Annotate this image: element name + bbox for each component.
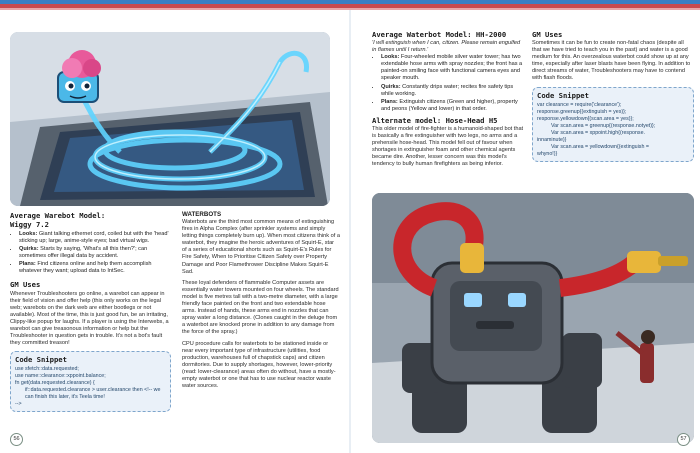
wiggy-quirks [19,246,171,260]
hh2000-quirks [381,84,524,98]
left-code-snippet [10,351,171,412]
code-line: use sfetch::data.requested; [15,366,79,373]
hh2000-list [372,54,524,113]
waterbots-p3: CPU procedure calls for waterbots to be stationed inside or near every important type of infrastructure (utilities, food production, warehouses full of chapstick caps) and citizen dormitories. Due to supply shortages, however, lower-priority (read: lower-clearance) areas often do without, have a mostly-empty waterbot or one that has to use nuclear reactor waste water sources. [182,340,336,390]
alt-model-body: This older model of fire-fighter is a humanoid-shaped bot that is basically a fire extinguisher with two legs, no arms and a prehensile hose-head. This model fell out of favour when shortages in extinguisher foam and other chemical agents became dire. Another, lesser concern was this model's tendency to bully human firefighters as being inferior. [372,125,524,168]
code-line: response.greenup{(extinguish = yes)}; [537,108,627,115]
hh2000-quote: 'I will extinguish when I can, citizen. Please remain engulfed in flames until I return.' [372,40,521,54]
wiggy-plans-label: Plans: [19,261,36,268]
waterbots-body [182,219,340,390]
waterbots-p2: These loyal defenders of flammable Computer assets are essentially water towers mounted on four wheels. The standard model is five metres tall with a two-metre diameter, with a large friendly face painted on the front and two extendable hose arms. Instead of hands, these arms end in nozzles that can spray water a long distance. (Clones caught in the deluge from a waterbot are knocked prone in addition to any damage from the force of the spray.) [182,279,339,336]
waterbots-title: WATERBOTS [182,211,222,218]
waterbot-art-svg [372,193,694,443]
wiggy-quirks-text: Starts by saying, 'What's all this then?'; can sometimes offer illegal data by accident. [19,246,148,260]
code-line: Var scan.area = greenup{(response.notyet)}; [551,122,656,129]
hh2000-looks-label: Looks: [381,54,400,61]
left-gm-uses-body: Whenever Troubleshooters go online, a warebot can appear in their field of vision and offer help (this only works on the legal web; warebots on the dark web are either bootlegs or not available). Most of the time, this is just good fun, be an irritating, Clippy-like popup for laughs. If a player is using the Interwebs, a warebot can give treasonous information or help but the Troubleshooter in question gets in trouble. It's not a bot's fault they committed treason! [10,290,169,347]
hh2000-quirks-label: Quirks: [381,83,401,90]
code-line: innaminute)} [537,136,567,143]
alt-model-title: Alternate model: Hose-Head H5 [372,115,498,125]
wiggy-looks-label: Looks: [19,231,38,237]
code-line: fn get(data.requested.clearance) { [15,380,95,387]
page-number-right: 57 [677,433,690,446]
hh2000-section [372,30,524,169]
right-gm-uses-body: Sometimes it can be fun to create non-fatal chaos (despite all that we have tried to teach you in the past) and water is a good medium for this. An overzealous waterbot could show up at any time, especially after laser blasts have been flying. In addition to direct streams of water, Troubleshooters may have to contend with flash floods. [532,40,691,82]
code-line: --> [15,401,22,408]
wiggy-section [10,211,171,412]
hh2000-quirks-text: Constantly drips water; recites fire safety tips while working. [381,83,514,97]
page-gutter [349,10,351,453]
code-line: Var scan.area = yellowdown{(extinguish = [551,143,649,150]
hh2000-plans-label: Plans: [381,98,398,105]
wiggy-plans-text: Find citizens online and help them accomplish whatever they want; upload data to IntSec. [19,261,152,275]
hh2000-plans [381,99,524,113]
waterbots-p1: Waterbots are the third most common means of extinguishing fires in Alpha Complex (after sprinkler systems and simply letting things completely burn up). When most citizens think of a waterbot, they imagine the heroic adventures of Squirt-E, star of a series of educational shorts such as Squirt-E's Rules for Fire Safety, When to Prioritise Citizen Safety over Property Damage and Poor Flamethrower Discipline Makes Squirt-E Sad. [182,219,340,275]
right-gm-uses-title: GM Uses [532,30,563,39]
right-gm-section [532,30,694,162]
hh2000-title: Average Waterbot Model: HH-2000 [372,30,507,39]
page-number-left: 56 [10,433,23,446]
right-snippet-code [537,102,689,158]
hh2000-looks [381,54,524,82]
code-line: if::data.requested.clearance > user.clearance then <!-- we can finish this later, it's Teela time! [25,387,161,401]
warebot-illustration [10,32,330,206]
wiggy-looks [19,231,171,245]
hh2000-looks-text: Four-wheeled mobile silver water tower; has two extendable hose arms with spray nozzles; the front has a painted-on smiling face with functional camera eyes and speaker mouth. [381,54,523,82]
waterbots-section [182,211,340,394]
wiggy-title-line1: Average Warebot Model: [10,211,106,220]
right-snippet-title: Code Snippet [537,90,589,100]
wiggy-looks-text: Giant talking ethernet cord, coiled but with the 'head' sticking up; large, anime-style eyes; bad virtual wigs. [19,231,169,245]
code-line: whyno!)} [537,150,558,157]
hh2000-plans-text: Extinguish citizens (Green and higher), property and peons (Yellow and lower) in that order. [381,98,518,112]
code-line: Var scan.area = xppoint.high{(response. [551,129,645,136]
code-line: use name::clearance::xppoint.balance; [15,373,106,380]
wiggy-list [10,231,171,276]
waterbot-illustration [372,193,694,443]
wiggy-title [10,211,171,229]
left-gm-uses-title: GM Uses [10,279,41,289]
warebot-art-svg [10,32,330,206]
code-line: var clearance = require('clearance'); [537,101,622,108]
right-code-snippet [532,87,694,162]
left-snippet-code [15,366,166,408]
code-line: response.yellowdown{(scan.area = yes)}; [537,115,634,122]
left-snippet-title: Code Snippet [15,355,67,365]
wiggy-quirks-label: Quirks: [19,246,39,253]
wiggy-plans [19,261,171,275]
wiggy-title-line2: Wiggy 7.2 [10,220,49,229]
